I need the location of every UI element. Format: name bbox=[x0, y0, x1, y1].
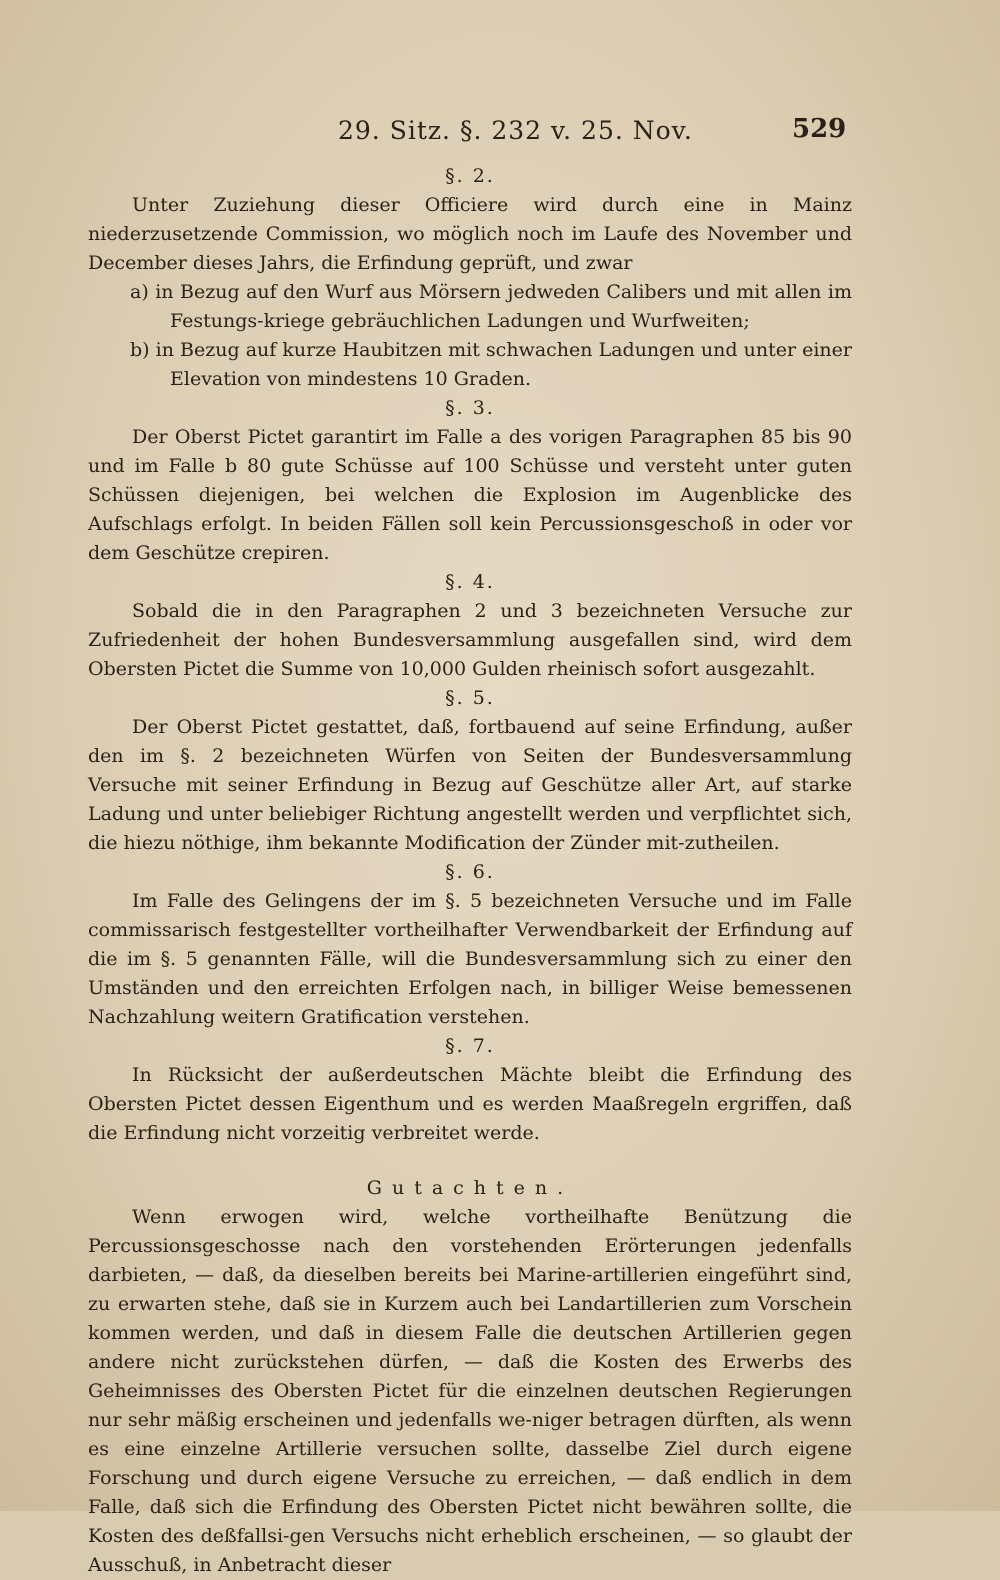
gutachten-paragraph: Wenn erwogen wird, welche vortheilhafte Benützung die Percussionsgeschosse nach den vorstehenden Erörterungen jedenfalls darbieten, — daß, da dieselben bereits bei Marine-artillerien eingeführt sind, zu erwarten stehe, daß sie in Kurzem auch bei Landartillerien zum Vorschein kommen werden, und daß in diesem Falle die deutschen Artillerien gegen andere nicht zurückstehen dürfen, — daß die Kosten des Erwerbs des Geheimnisses des Obersten Pictet für die einzelnen deutschen Regierungen nur sehr mäßig erscheinen und jedenfalls we-niger betragen dürften, als wenn es eine einzelne Artillerie versuchen sollte, dasselbe Ziel durch eigene Forschung und durch eigene Versuche zu erreichen, — daß endlich in dem Falle, daß sich die Erfindung des Obersten Pictet nicht bewähren sollte, die Kosten des deßfallsi-gen Versuchs nicht erheblich erscheinen, — so glaubt der Ausschuß, in Anbetracht dieser bbox=[88, 1206, 852, 1576]
section-heading: §. 3. bbox=[445, 397, 495, 419]
list-item-a: a) in Bezug auf den Wurf aus Mörsern jedweden Calibers und mit allen im Festungs-kriege gebräuchlichen Ladungen und Wurfweiten; bbox=[130, 281, 852, 332]
paragraph: Unter Zuziehung dieser Officiere wird durch eine in Mainz niederzusetzende Commission, wo möglich noch im Laufe des November und December dieses Jahrs, die Erfindung geprüft, und zwar bbox=[88, 194, 852, 274]
page-header bbox=[0, 112, 1000, 148]
paragraph: In Rücksicht der außerdeutschen Mächte bleibt die Erfindung des Obersten Pictet dessen Eigenthum und es werden Maaßregeln ergriffen, daß die Erfindung nicht vorzeitig verbreitet werde. bbox=[88, 1064, 852, 1144]
section-heading: §. 6. bbox=[445, 861, 495, 883]
section-heading: §. 7. bbox=[445, 1035, 495, 1057]
paragraph: Im Falle des Gelingens der im §. 5 bezeichneten Versuche und im Falle commissarisch festgestellter vortheilhafter Verwendbarkeit der Erfindung auf die im §. 5 genannten Fälle, will die Bundesversammlung sich zu einer den Umständen und den erreichten Erfolgen nach, in billiger Weise bemessenen Nachzahlung weitern Gratification verstehen. bbox=[88, 890, 852, 1028]
page-number: 529 bbox=[792, 114, 847, 144]
section-heading: §. 4. bbox=[445, 571, 495, 593]
paragraph: Der Oberst Pictet garantirt im Falle a des vorigen Paragraphen 85 bis 90 und im Falle b 80 gute Schüsse auf 100 Schüsse und versteht unter guten Schüssen diejenigen, bei welchen die Explosion im Augenblicke des Aufschlags erfolgt. In beiden Fällen soll kein Percussionsgeschoß in oder vor dem Geschütze crepiren. bbox=[88, 426, 852, 564]
running-head: 29. Sitz. §. 232 v. 25. Nov. bbox=[338, 116, 693, 145]
paragraph: Sobald die in den Paragraphen 2 und 3 bezeichneten Versuche zur Zufriedenheit der hohen Bundesversammlung ausgefallen sind, wird dem Obersten Pictet die Summe von 10,000 Gulden rheinisch sofort ausgezahlt. bbox=[88, 600, 852, 680]
body-text bbox=[88, 162, 852, 1580]
gutachten-title: Gutachten. bbox=[366, 1177, 574, 1199]
paragraph: Der Oberst Pictet gestattet, daß, fortbauend auf seine Erfindung, außer den im §. 2 bezeichneten Würfen von Seiten der Bundesversammlung Versuche mit seiner Erfindung in Bezug auf Geschütze aller Art, auf starke Ladung und unter beliebiger Richtung angestellt werden und verpflichtet sich, die hiezu nöthige, ihm bekannte Modification der Zünder mit-zutheilen. bbox=[88, 716, 852, 854]
section-heading: §. 5. bbox=[445, 687, 495, 709]
section-heading: §. 2. bbox=[445, 165, 495, 187]
list-item-b: b) in Bezug auf kurze Haubitzen mit schwachen Ladungen und unter einer Elevation von mindestens 10 Graden. bbox=[130, 339, 852, 390]
